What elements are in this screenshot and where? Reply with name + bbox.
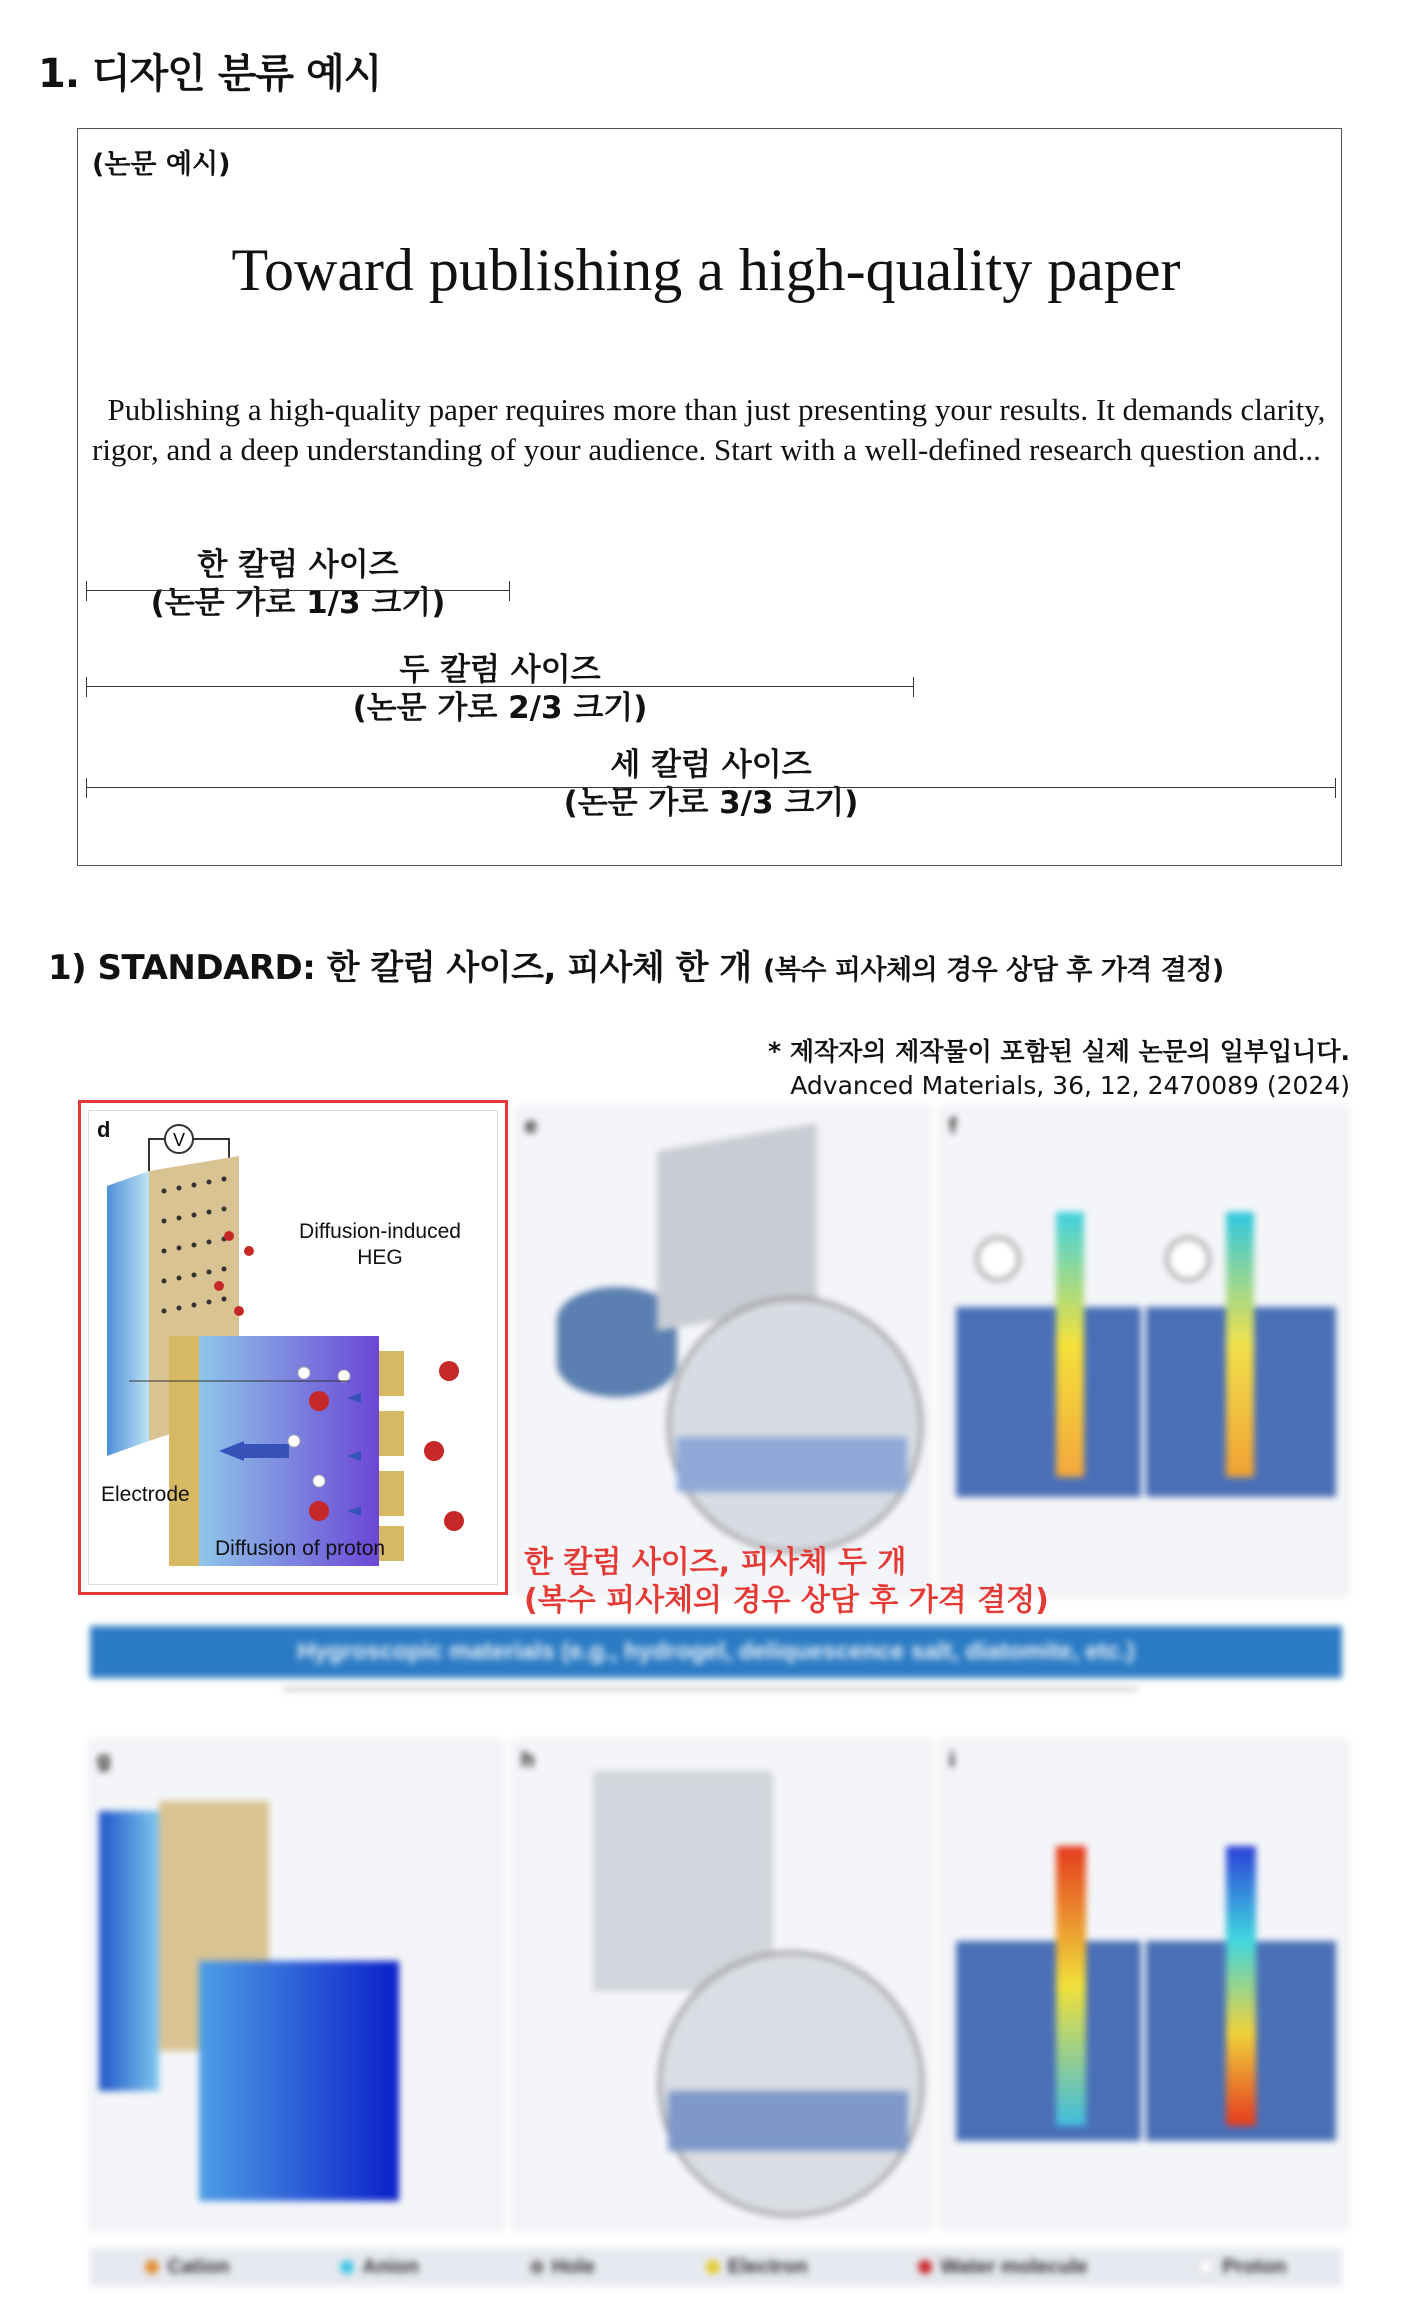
- two-column-size: (논문 가로 2/3 크기): [352, 690, 648, 726]
- panel-f-right-voltmeter: [1166, 1237, 1210, 1281]
- one-column-ruler: [86, 590, 510, 591]
- section-title: 1. 디자인 분류 예시: [38, 51, 382, 97]
- connector-line: [283, 1688, 1138, 1690]
- svg-text:V: V: [173, 1130, 186, 1150]
- three-column-size: (논문 가로 3/3 크기): [563, 785, 859, 821]
- panel-i-right-electrode: [1226, 1846, 1256, 2126]
- panel-g-electrode: [99, 1811, 159, 2091]
- proton-dot-icon: [1198, 2259, 1214, 2275]
- panel-d: [88, 1110, 498, 1585]
- legend-hole: [530, 2256, 595, 2279]
- standard-title-note: (복수 피사체의 경우 상담 후 가격 결정): [762, 955, 1224, 986]
- legend-cation-label: Cation: [167, 2255, 230, 2278]
- electron-dot-icon: [706, 2260, 720, 2274]
- cation-dot-icon: [145, 2260, 159, 2274]
- panel-f-right-electrode: [1226, 1212, 1254, 1477]
- panel-g-medium: [199, 1961, 399, 2201]
- anion-dot-icon: [340, 2260, 354, 2274]
- two-column-label: [86, 651, 914, 727]
- panel-i-left-electrode: [1056, 1846, 1086, 2126]
- legend-water-label: Water molecule: [940, 2255, 1088, 2278]
- one-column-size: (논문 가로 1/3 크기): [150, 585, 446, 621]
- two-subject-line1: 한 칼럼 사이즈, 피사체 두 개: [524, 1545, 907, 1580]
- panel-e-letter: e: [525, 1113, 538, 1138]
- two-subject-annotation: [524, 1544, 1049, 1620]
- legend-water: [918, 2256, 1087, 2279]
- source-note-line1: * 제작자의 제작물이 포함된 실제 논문의 일부입니다.: [768, 1037, 1350, 1066]
- paper-body-text: Publishing a high-quality paper requires more than just presenting your results. It demands clarity, rigor, and a deep understanding of your audience. Start with a well-defined research question and...: [92, 392, 1326, 467]
- source-note-line2: Advanced Materials, 36, 12, 2470089 (2024): [790, 1071, 1350, 1100]
- hygroscopic-banner: Hygroscopic materials (e.g., hydrogel, deliquescence salt, diatomite, etc.): [90, 1626, 1342, 1678]
- three-column-title: 세 칼럼 사이즈: [610, 747, 812, 783]
- standard-title: [48, 940, 1224, 989]
- legend-hole-label: Hole: [551, 2255, 595, 2278]
- figure-legend: [90, 2248, 1342, 2286]
- panel-g-letter: g: [97, 1747, 111, 1772]
- panel-g: [88, 1740, 503, 2230]
- panel-d-electrode-label: Electrode: [101, 1483, 190, 1506]
- one-column-label: [86, 546, 510, 622]
- three-column-label: [86, 746, 1336, 822]
- panel-d-heg-line1: Diffusion-induced: [299, 1220, 461, 1243]
- legend-electron: [706, 2256, 808, 2279]
- legend-electron-label: Electron: [727, 2255, 808, 2278]
- panel-f-left-voltmeter: [976, 1237, 1020, 1281]
- panel-i: [940, 1740, 1348, 2230]
- one-column-title: 한 칼럼 사이즈: [197, 547, 399, 583]
- two-column-title: 두 칼럼 사이즈: [399, 652, 601, 688]
- panel-f-left-electrode: [1056, 1212, 1084, 1477]
- two-column-ruler: [86, 686, 914, 687]
- panel-h-water-layer: [668, 2091, 908, 2151]
- paper-body: [92, 390, 1332, 470]
- example-figure: [78, 1100, 1348, 2290]
- panel-h: [512, 1740, 932, 2230]
- three-column-ruler: [86, 787, 1336, 788]
- panel-d-proton-label: Diffusion of proton: [215, 1537, 386, 1560]
- hole-dot-icon: [530, 2260, 544, 2274]
- panel-d-letter: d: [97, 1117, 111, 1142]
- panel-h-letter: h: [521, 1747, 535, 1772]
- source-note: [768, 1035, 1350, 1103]
- legend-cation: [145, 2256, 229, 2279]
- panel-f-letter: f: [949, 1113, 957, 1138]
- panel-e-water-layer: [677, 1437, 907, 1492]
- panel-e: [516, 1106, 931, 1596]
- panel-i-left-cell: [956, 1941, 1141, 2141]
- panel-h-zoom-circle: [658, 1951, 924, 2217]
- legend-anion: [340, 2256, 419, 2279]
- panel-f-left-cell: [956, 1307, 1141, 1497]
- standard-title-main: 1) STANDARD: 한 칼럼 사이즈, 피사체 한 개: [48, 948, 752, 988]
- paper-sample-label: (논문 예시): [92, 149, 231, 180]
- paper-title: Toward publishing a high-quality paper: [231, 237, 1181, 303]
- panel-d-heg-label: [275, 1219, 485, 1271]
- legend-anion-label: Anion: [362, 2255, 419, 2278]
- legend-proton: [1198, 2256, 1286, 2279]
- panel-d-heg-line2: HEG: [357, 1246, 403, 1269]
- panel-f: [940, 1106, 1348, 1596]
- panel-e-zoom-circle: [667, 1297, 923, 1553]
- two-subject-line2: (복수 피사체의 경우 상담 후 가격 결정): [524, 1583, 1049, 1618]
- water-dot-icon: [918, 2260, 932, 2274]
- legend-proton-label: Proton: [1222, 2255, 1287, 2278]
- panel-d-illustration: [89, 1111, 498, 1585]
- panel-i-letter: i: [949, 1747, 956, 1772]
